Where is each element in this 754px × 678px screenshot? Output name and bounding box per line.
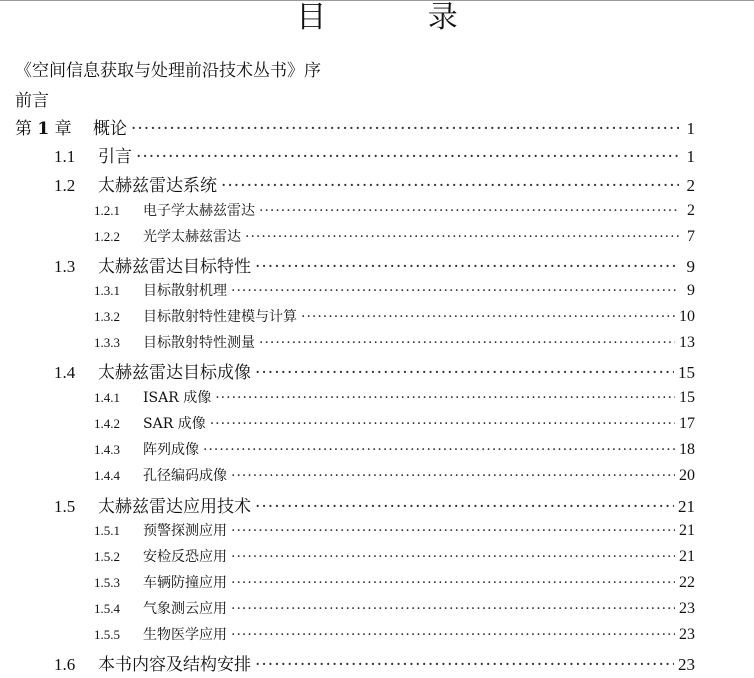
dot-leader	[231, 468, 675, 484]
chapter-number: 第 1 章	[15, 119, 72, 139]
toc-section[interactable]	[54, 171, 695, 196]
page-number: 23	[679, 600, 695, 617]
dot-leader	[245, 229, 679, 245]
section-number: 1.2	[54, 176, 76, 195]
toc-section[interactable]	[54, 142, 695, 167]
page-title: 目 录	[296, 0, 504, 35]
subsection-title: 预警探测应用	[143, 523, 227, 539]
dot-leader	[255, 497, 674, 517]
toc-subsection[interactable]	[94, 387, 695, 407]
subsection-title: 气象测云应用	[143, 601, 227, 617]
page-number: 10	[679, 308, 695, 325]
page-number: 18	[679, 441, 695, 458]
toc-subsection[interactable]	[94, 200, 695, 220]
subsection-number: 1.5.5	[94, 627, 120, 642]
toc-subsection[interactable]	[94, 520, 695, 540]
dot-leader	[131, 119, 679, 139]
page-number: 22	[679, 574, 695, 591]
dot-leader	[231, 627, 675, 643]
subsection-title: 目标散射特性测量	[143, 335, 255, 351]
section-title: 太赫兹雷达目标成像	[98, 363, 251, 383]
page-number: 20	[679, 467, 695, 484]
toc-section[interactable]	[54, 252, 695, 277]
dot-leader	[231, 601, 675, 617]
section-title: 太赫兹雷达应用技术	[98, 497, 251, 517]
page-number: 7	[687, 228, 695, 245]
section-number: 1.5	[54, 497, 76, 516]
subsection-number: 1.3.2	[94, 309, 120, 324]
toc-subsection[interactable]	[94, 226, 695, 246]
toc-subsection[interactable]	[94, 439, 695, 459]
subsection-number: 1.5.4	[94, 601, 120, 616]
subsection-number: 1.2.2	[94, 229, 120, 244]
dot-leader	[259, 335, 675, 351]
dot-leader	[259, 203, 679, 219]
toc-subsection[interactable]	[94, 413, 695, 433]
subsection-title: 目标散射特性建模与计算	[143, 309, 297, 325]
page-number: 23	[678, 655, 695, 674]
subsection-number: 1.5.2	[94, 549, 120, 564]
dot-leader	[301, 309, 675, 325]
dot-leader	[136, 147, 679, 167]
subsection-title: 安检反恐应用	[143, 549, 227, 565]
subsection-number: 1.5.1	[94, 523, 120, 538]
dot-leader	[203, 442, 675, 458]
page-number: 9	[687, 282, 695, 299]
page-number: 15	[678, 363, 695, 382]
section-number: 1.6	[54, 655, 76, 674]
dot-leader	[255, 257, 679, 277]
toc-subsection[interactable]	[94, 465, 695, 485]
dot-leader	[231, 523, 675, 539]
toc-section[interactable]	[54, 650, 695, 675]
toc-subsection[interactable]	[94, 624, 695, 644]
page-number: 2	[686, 176, 695, 195]
dot-leader	[231, 575, 675, 591]
section-title: 本书内容及结构安排	[98, 655, 251, 675]
subsection-title: ISAR 成像	[143, 390, 212, 406]
subsection-title: 光学太赫兹雷达	[143, 229, 241, 245]
toc-subsection[interactable]	[94, 546, 695, 566]
chapter-title: 概论	[93, 119, 127, 139]
subsection-title: 车辆防撞应用	[143, 575, 227, 591]
toc-subsection[interactable]	[94, 306, 695, 326]
page-number: 2	[687, 202, 695, 219]
series-preface-entry[interactable]: 《空间信息获取与处理前沿技术丛书》序	[15, 61, 321, 81]
subsection-number: 1.3.1	[94, 283, 120, 298]
page-number: 21	[678, 497, 695, 516]
subsection-number: 1.3.3	[94, 335, 120, 350]
page-number: 17	[679, 415, 695, 432]
subsection-title: 阵列成像	[143, 442, 199, 458]
page-number: 23	[679, 626, 695, 643]
section-title: 引言	[98, 147, 132, 167]
page-number: 15	[679, 389, 695, 406]
toc-subsection[interactable]	[94, 598, 695, 618]
subsection-title: 孔径编码成像	[143, 468, 227, 484]
subsection-number: 1.5.3	[94, 575, 120, 590]
toc-subsection[interactable]	[94, 572, 695, 592]
toc-section[interactable]	[54, 492, 695, 517]
subsection-title: 电子学太赫兹雷达	[143, 203, 255, 219]
page-number: 13	[679, 334, 695, 351]
page-number: 1	[686, 147, 695, 166]
dot-leader	[231, 549, 675, 565]
page-number: 9	[686, 257, 695, 276]
subsection-number: 1.2.1	[94, 203, 120, 218]
section-number: 1.1	[54, 147, 76, 166]
toc-section[interactable]	[54, 358, 695, 383]
subsection-title: SAR 成像	[143, 416, 206, 432]
subsection-title: 目标散射机理	[143, 283, 227, 299]
section-number: 1.4	[54, 363, 76, 382]
subsection-number: 1.4.1	[94, 390, 120, 405]
subsection-number: 1.4.2	[94, 416, 120, 431]
dot-leader	[221, 176, 679, 196]
preface-entry[interactable]: 前言	[15, 91, 49, 111]
dot-leader	[210, 416, 675, 432]
dot-leader	[255, 363, 674, 383]
toc-chapter-1[interactable]	[15, 114, 695, 139]
subsection-title: 生物医学应用	[143, 627, 227, 643]
page-number: 21	[679, 548, 695, 565]
page-number: 21	[679, 522, 695, 539]
section-title: 太赫兹雷达目标特性	[98, 257, 251, 277]
toc-subsection[interactable]	[94, 332, 695, 352]
dot-leader	[215, 390, 675, 406]
subsection-number: 1.4.3	[94, 442, 120, 457]
toc-subsection[interactable]	[94, 280, 695, 300]
dot-leader	[255, 655, 674, 675]
subsection-number: 1.4.4	[94, 468, 120, 483]
dot-leader	[231, 283, 679, 299]
section-title: 太赫兹雷达系统	[98, 176, 217, 196]
page-number: 1	[686, 119, 695, 138]
section-number: 1.3	[54, 257, 76, 276]
